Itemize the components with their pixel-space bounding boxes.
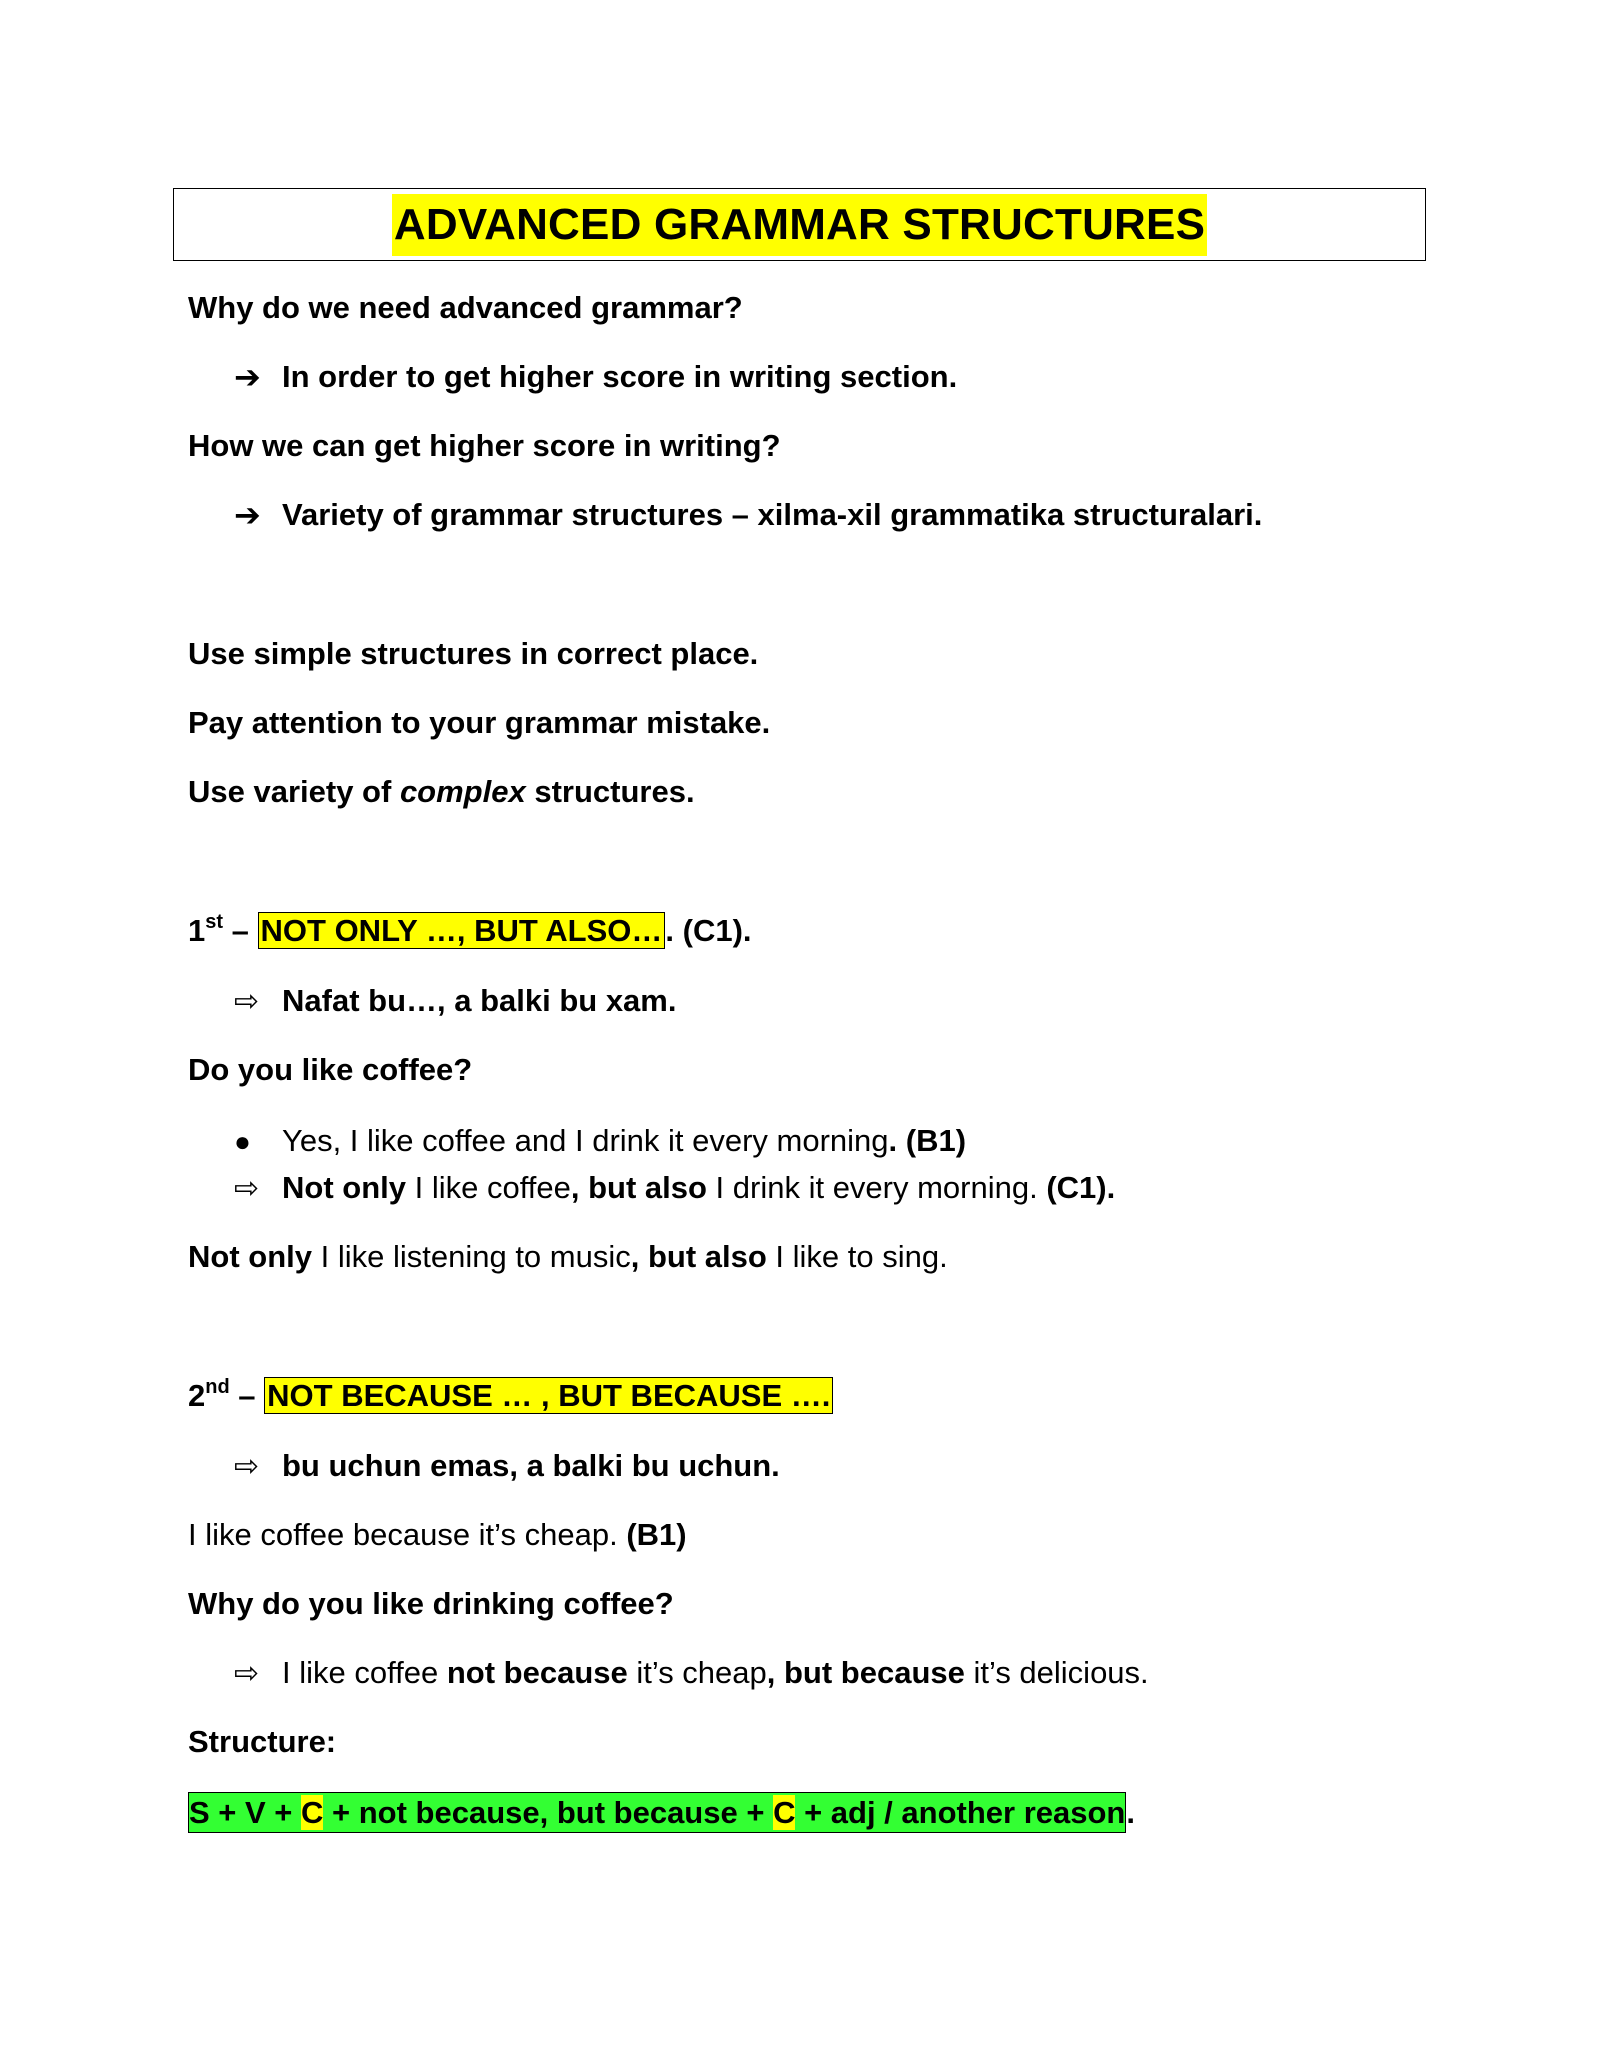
keyword-not-only: Not only bbox=[282, 1170, 406, 1205]
page-title: ADVANCED GRAMMAR STRUCTURES bbox=[392, 194, 1207, 256]
formula-complement: C bbox=[301, 1795, 324, 1830]
bullet-dot-icon: ● bbox=[234, 1126, 251, 1157]
bold-right-arrow-icon: ➔ bbox=[234, 497, 261, 533]
section-ordinal: st bbox=[205, 910, 224, 933]
answer-row-2 bbox=[234, 495, 261, 536]
section-number: 2 bbox=[188, 1378, 206, 1413]
outline-right-arrow-icon: ⇨ bbox=[234, 1172, 260, 1205]
question-how-higher-score: How we can get higher score in writing? bbox=[188, 428, 781, 463]
section2-pattern: NOT BECAUSE … , BUT BECAUSE …. bbox=[264, 1377, 833, 1414]
section2-question: Why do you like drinking coffee? bbox=[188, 1586, 674, 1621]
keyword-but-because: , but because bbox=[766, 1655, 965, 1690]
c1-arrow-row bbox=[234, 1168, 259, 1209]
outline-right-arrow-icon: ⇨ bbox=[234, 1657, 260, 1690]
example-level: . (B1) bbox=[888, 1123, 967, 1158]
section2-example-answer bbox=[282, 1653, 1149, 1693]
section2-heading bbox=[188, 1376, 833, 1416]
example-text: it’s cheap bbox=[627, 1655, 767, 1690]
section-dash: – bbox=[229, 1378, 265, 1413]
example-level: (C1). bbox=[1046, 1170, 1116, 1205]
example-text: I like to sing. bbox=[766, 1239, 948, 1274]
bold-right-arrow-icon: ➔ bbox=[234, 359, 261, 395]
section-dash: – bbox=[223, 913, 258, 948]
formula-highlight bbox=[188, 1792, 1126, 1833]
section1-level: . (C1). bbox=[665, 913, 752, 948]
example-text: it’s delicious. bbox=[964, 1655, 1149, 1690]
structure-label: Structure: bbox=[188, 1724, 337, 1759]
keyword-not-because: not because bbox=[446, 1655, 628, 1690]
tip-emphasis: complex bbox=[399, 774, 526, 809]
section1-question: Do you like coffee? bbox=[188, 1052, 473, 1087]
keyword-not-only: Not only bbox=[188, 1239, 312, 1274]
tip-simple-structures: Use simple structures in correct place. bbox=[188, 636, 759, 671]
section1-heading bbox=[188, 911, 752, 951]
keyword-but-also: , but also bbox=[570, 1170, 707, 1205]
section1-example-b1 bbox=[282, 1121, 966, 1161]
tip-text: Use variety of bbox=[188, 774, 400, 809]
section-ordinal: nd bbox=[205, 1375, 230, 1398]
section2-translation: bu uchun emas, a balki bu uchun. bbox=[282, 1448, 780, 1483]
section1-translation: Nafat bu…, a balki bu xam. bbox=[282, 983, 677, 1018]
answer-arrow-row bbox=[234, 1653, 259, 1694]
answer-variety: Variety of grammar structures – xilma-xil grammatika structuralari. bbox=[282, 497, 1263, 532]
section-number: 1 bbox=[188, 913, 206, 948]
formula-complement: C bbox=[773, 1795, 796, 1830]
tip-text: structures. bbox=[525, 774, 695, 809]
tip-grammar-mistake: Pay attention to your grammar mistake. bbox=[188, 705, 771, 740]
formula-end: . bbox=[1126, 1795, 1135, 1830]
example-text: I like coffee bbox=[406, 1170, 571, 1205]
section1-example-c1 bbox=[282, 1168, 1115, 1208]
example-text: Yes, I like coffee and I drink it every morning bbox=[282, 1123, 889, 1158]
section2-example-b1 bbox=[188, 1515, 687, 1555]
question-why-advanced: Why do we need advanced grammar? bbox=[188, 290, 743, 325]
outline-right-arrow-icon: ⇨ bbox=[234, 985, 260, 1018]
keyword-but-also: , but also bbox=[630, 1239, 767, 1274]
answer-higher-score: In order to get higher score in writing section. bbox=[282, 359, 958, 394]
section1-pattern: NOT ONLY …, BUT ALSO… bbox=[258, 912, 666, 949]
example-text: I drink it every morning. bbox=[706, 1170, 1047, 1205]
translation-row-2 bbox=[234, 1446, 259, 1487]
translation-row-1 bbox=[234, 981, 259, 1022]
tip-complex-structures bbox=[188, 772, 695, 812]
example-text: I like listening to music bbox=[312, 1239, 631, 1274]
section1-example-music bbox=[188, 1237, 948, 1277]
outline-right-arrow-icon: ⇨ bbox=[234, 1450, 260, 1483]
example-text: I like coffee because it’s cheap. bbox=[188, 1517, 627, 1552]
title-box bbox=[173, 188, 1426, 261]
example-text: I like coffee bbox=[282, 1655, 447, 1690]
example-level: (B1) bbox=[626, 1517, 687, 1552]
formula-part: S + V + bbox=[189, 1795, 302, 1830]
formula-part: + not because, but because + bbox=[323, 1795, 774, 1830]
bullet-row bbox=[234, 1121, 251, 1162]
structure-formula bbox=[188, 1793, 1135, 1833]
formula-part: + adj / another reason bbox=[795, 1795, 1126, 1830]
answer-row-1 bbox=[234, 357, 261, 398]
